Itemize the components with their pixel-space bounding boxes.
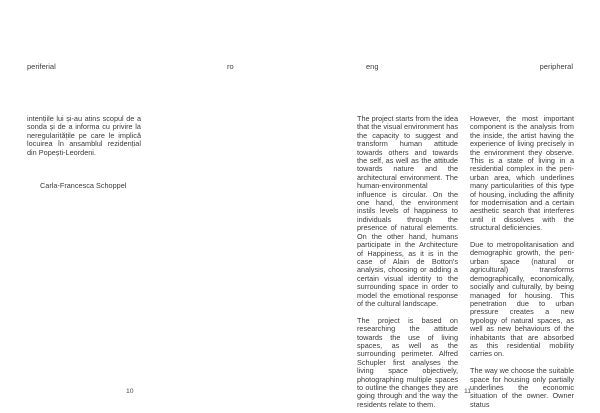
paragraph-eng: However, the most important component is the analysis from the inside, the artist having the experience of living precisely in the environment they observe. This is a state of living in a residential complex in the peri-urban area, which underlines many particularities of this type of housing, including the affinity for modernisation and a certain aesthetic search that interferes until it dissolves with the structural deficiencies.	[470, 114, 574, 233]
eng-column-2	[470, 115, 574, 409]
running-header-periferial: periferial	[27, 62, 56, 71]
page-number-left: 10	[126, 388, 134, 395]
paragraph-eng: The project is based on researching the attitude towards the use of living spaces, as well as the surrounding perimeter. Alfred Schupler first analyses the living space objectively, photographing multiple spaces to outline the changes they are going through and the way the residents relate to them.	[357, 315, 458, 409]
paragraph-eng: Due to metropolitanisation and demographic growth, the peri-urban space (natural or agricultural) transforms demographically, economically, socially and culturally, by being managed for housing. This penetration due to urban pressure creates a new typology of natural spaces, as well as new behaviours of the inhabitants that are absorbed as this residential mobility carries on.	[470, 240, 574, 359]
language-label-ro: ro	[227, 62, 234, 71]
left-page-body	[27, 115, 141, 157]
paragraph-eng: The project starts from the idea that the visual environment has the capacity to suggest and transform human attitude towards others and towards the self, as well as the attitude towards nature and the architectural environment. The human-environmental influence is circular. On the one hand, the environment instils levels of happiness to individuals through the presence of natural elements. On the other hand, humans participate in the Architecture of Happiness, as it is in the case of Alain de Botton's analysis, choosing or adding a certain visual identity to the surrounding space in order to model the emotional response of the cultural landscape.	[357, 114, 458, 308]
paragraph-eng: The way we choose the suitable space for housing only partially underlines the economic situation of the owner. Owner status	[470, 366, 574, 409]
language-label-eng: eng	[366, 62, 379, 71]
running-header-peripheral: peripheral	[539, 62, 573, 71]
author-credit: Carla-Francesca Schoppel	[40, 181, 127, 190]
paragraph-ro: intențiile lui și-au atins scopul de a sonda și de a informa cu privire la neregularitățile pe care le implică locuirea în ansamblul rezidențial din Popești-Leordeni.	[27, 114, 141, 157]
eng-column-1	[357, 115, 458, 409]
page-number-right: 11	[464, 388, 472, 395]
